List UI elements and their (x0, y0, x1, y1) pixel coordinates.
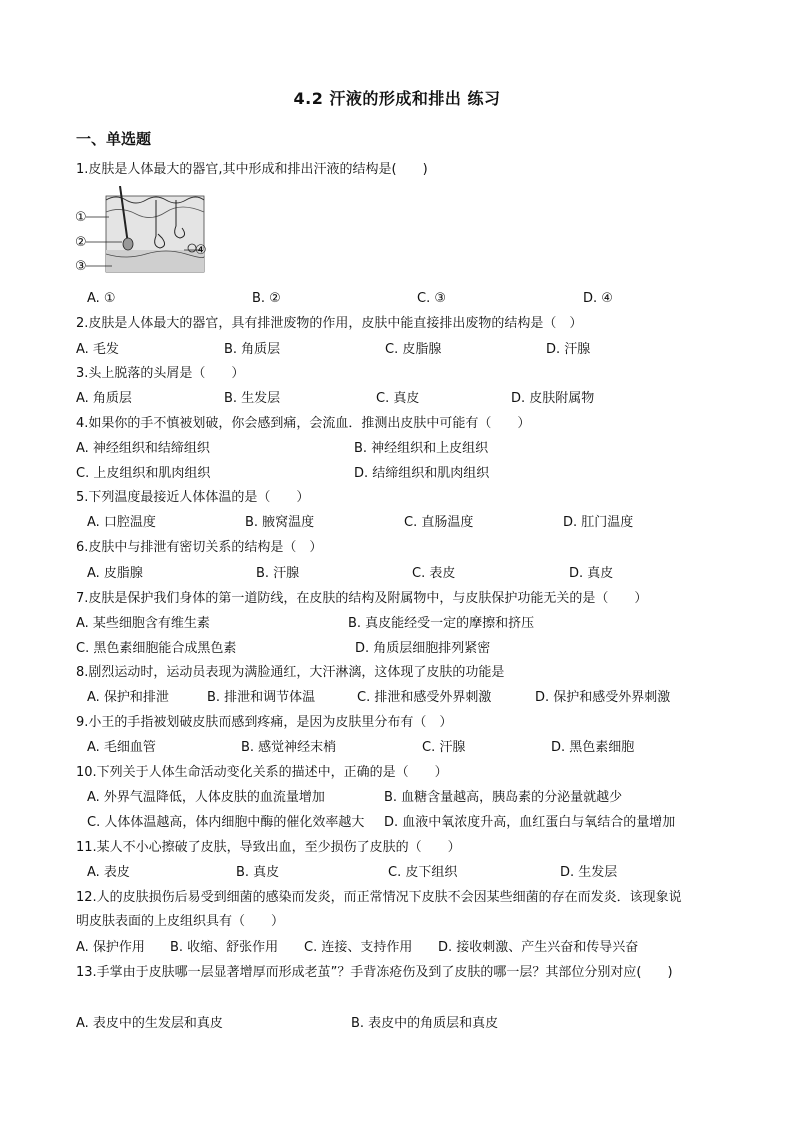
question-6-stem: 6.皮肤中与排泄有密切关系的结构是（ ） (76, 540, 323, 555)
question-13-option-b[interactable]: B. 表皮中的角质层和真皮 (351, 1016, 499, 1031)
question-3-option-b[interactable]: B. 生发层 (224, 391, 281, 406)
section-heading: 一、单选题 (76, 130, 152, 148)
question-2-option-c[interactable]: C. 皮脂腺 (385, 342, 442, 357)
figure-label-1: ① (75, 210, 87, 225)
figure-label-3: ③ (75, 259, 87, 274)
question-8-stem: 8.剧烈运动时，运动员表现为满脸通红，大汗淋漓，这体现了皮肤的功能是 (76, 665, 505, 680)
question-3-stem: 3.头上脱落的头屑是（ ） (76, 366, 245, 381)
question-7-option-a[interactable]: A. 某些细胞含有维生素 (76, 616, 210, 631)
question-12-stem-continued: 明皮肤表面的上皮组织具有（ ） (76, 914, 285, 929)
question-11-option-c[interactable]: C. 皮下组织 (388, 865, 458, 880)
question-7-stem: 7.皮肤是保护我们身体的第一道防线，在皮肤的结构及附属物中，与皮肤保护功能无关的是（ ） (76, 591, 648, 606)
question-10-option-d[interactable]: D. 血液中氧浓度升高，血红蛋白与氧结合的量增加 (384, 815, 676, 830)
question-11-stem: 11.某人不小心擦破了皮肤，导致出血，至少损伤了皮肤的（ ） (76, 840, 461, 855)
figure-label-4: ④ (195, 243, 207, 258)
question-1-option-c[interactable]: C. ③ (417, 291, 446, 306)
question-6-option-c[interactable]: C. 表皮 (412, 566, 456, 581)
question-7-option-c[interactable]: C. 黑色素细胞能合成黑色素 (76, 641, 237, 656)
question-9-option-c[interactable]: C. 汗腺 (422, 740, 466, 755)
question-2-option-b[interactable]: B. 角质层 (224, 342, 281, 357)
question-5-option-b[interactable]: B. 腋窝温度 (245, 515, 315, 530)
question-12-option-b[interactable]: B. 收缩、舒张作用 (170, 940, 279, 955)
page-title: 4.2 汗液的形成和排出 练习 (293, 89, 501, 108)
question-2-stem: 2.皮肤是人体最大的器官，具有排泄废物的作用，皮肤中能直接排出废物的结构是（ ） (76, 316, 583, 331)
question-2-option-a[interactable]: A. 毛发 (76, 342, 119, 357)
question-3-option-c[interactable]: C. 真皮 (376, 391, 420, 406)
question-8-option-d[interactable]: D. 保护和感受外界刺激 (535, 690, 671, 705)
question-9-option-b[interactable]: B. 感觉神经末梢 (241, 740, 337, 755)
question-12-option-a[interactable]: A. 保护作用 (76, 940, 145, 955)
question-8-option-c[interactable]: C. 排泄和感受外界刺激 (357, 690, 492, 705)
question-10-option-b[interactable]: B. 血糖含量越高，胰岛素的分泌量就越少 (384, 790, 623, 805)
question-9-stem: 9.小王的手指被划破皮肤而感到疼痛，是因为皮肤里分布有（ ） (76, 715, 453, 730)
question-11-option-b[interactable]: B. 真皮 (236, 865, 280, 880)
question-10-option-a[interactable]: A. 外界气温降低，人体皮肤的血流量增加 (87, 790, 325, 805)
question-12-option-d[interactable]: D. 接收刺激、产生兴奋和传导兴奋 (438, 940, 639, 955)
question-13-stem: 13.手掌由于皮肤哪一层显著增厚而形成老茧”？手背冻疮伤及到了皮肤的哪一层？其部位分别对应( ) (76, 965, 673, 980)
question-7-option-d[interactable]: D. 角质层细胞排列紧密 (355, 641, 491, 656)
question-5-option-d[interactable]: D. 肛门温度 (563, 515, 634, 530)
question-4-option-d[interactable]: D. 结缔组织和肌肉组织 (354, 466, 490, 481)
question-9-option-d[interactable]: D. 黑色素细胞 (551, 740, 635, 755)
question-10-option-c[interactable]: C. 人体体温越高，体内细胞中酶的催化效率越大 (87, 815, 365, 830)
question-13-option-a[interactable]: A. 表皮中的生发层和真皮 (76, 1016, 223, 1031)
question-8-option-a[interactable]: A. 保护和排泄 (87, 690, 169, 705)
question-1-option-d[interactable]: D. ④ (583, 291, 613, 306)
question-4-option-a[interactable]: A. 神经组织和结缔组织 (76, 441, 210, 456)
question-6-option-b[interactable]: B. 汗腺 (256, 566, 300, 581)
question-4-option-b[interactable]: B. 神经组织和上皮组织 (354, 441, 489, 456)
question-5-option-c[interactable]: C. 直肠温度 (404, 515, 474, 530)
question-5-stem: 5.下列温度最接近人体体温的是（ ） (76, 490, 310, 505)
question-12-stem: 12.人的皮肤损伤后易受到细菌的感染而发炎，而正常情况下皮肤不会因某些细菌的存在而发炎．该现象说 (76, 890, 682, 905)
figure-label-2: ② (75, 235, 87, 250)
question-6-option-d[interactable]: D. 真皮 (569, 566, 614, 581)
question-11-option-a[interactable]: A. 表皮 (87, 865, 130, 880)
question-8-option-b[interactable]: B. 排泄和调节体温 (207, 690, 316, 705)
question-12-option-c[interactable]: C. 连接、支持作用 (304, 940, 413, 955)
question-3-option-a[interactable]: A. 角质层 (76, 391, 132, 406)
question-9-option-a[interactable]: A. 毛细血管 (87, 740, 156, 755)
question-4-option-c[interactable]: C. 上皮组织和肌肉组织 (76, 466, 211, 481)
question-5-option-a[interactable]: A. 口腔温度 (87, 515, 156, 530)
question-7-option-b[interactable]: B. 真皮能经受一定的摩擦和挤压 (348, 616, 535, 631)
question-1-option-a[interactable]: A. ① (87, 291, 116, 306)
question-3-option-d[interactable]: D. 皮肤附属物 (511, 391, 595, 406)
question-11-option-d[interactable]: D. 生发层 (560, 865, 618, 880)
question-6-option-a[interactable]: A. 皮脂腺 (87, 566, 143, 581)
question-4-stem: 4.如果你的手不慎被划破，你会感到痛，会流血．推测出皮肤中可能有（ ） (76, 416, 531, 431)
question-10-stem: 10.下列关于人体生命活动变化关系的描述中，正确的是（ ） (76, 765, 448, 780)
question-2-option-d[interactable]: D. 汗腺 (546, 342, 591, 357)
question-1-option-b[interactable]: B. ② (252, 291, 281, 306)
question-1-stem: 1.皮肤是人体最大的器官,其中形成和排出汗液的结构是( ) (76, 162, 428, 177)
skin-structure-diagram (76, 186, 216, 276)
